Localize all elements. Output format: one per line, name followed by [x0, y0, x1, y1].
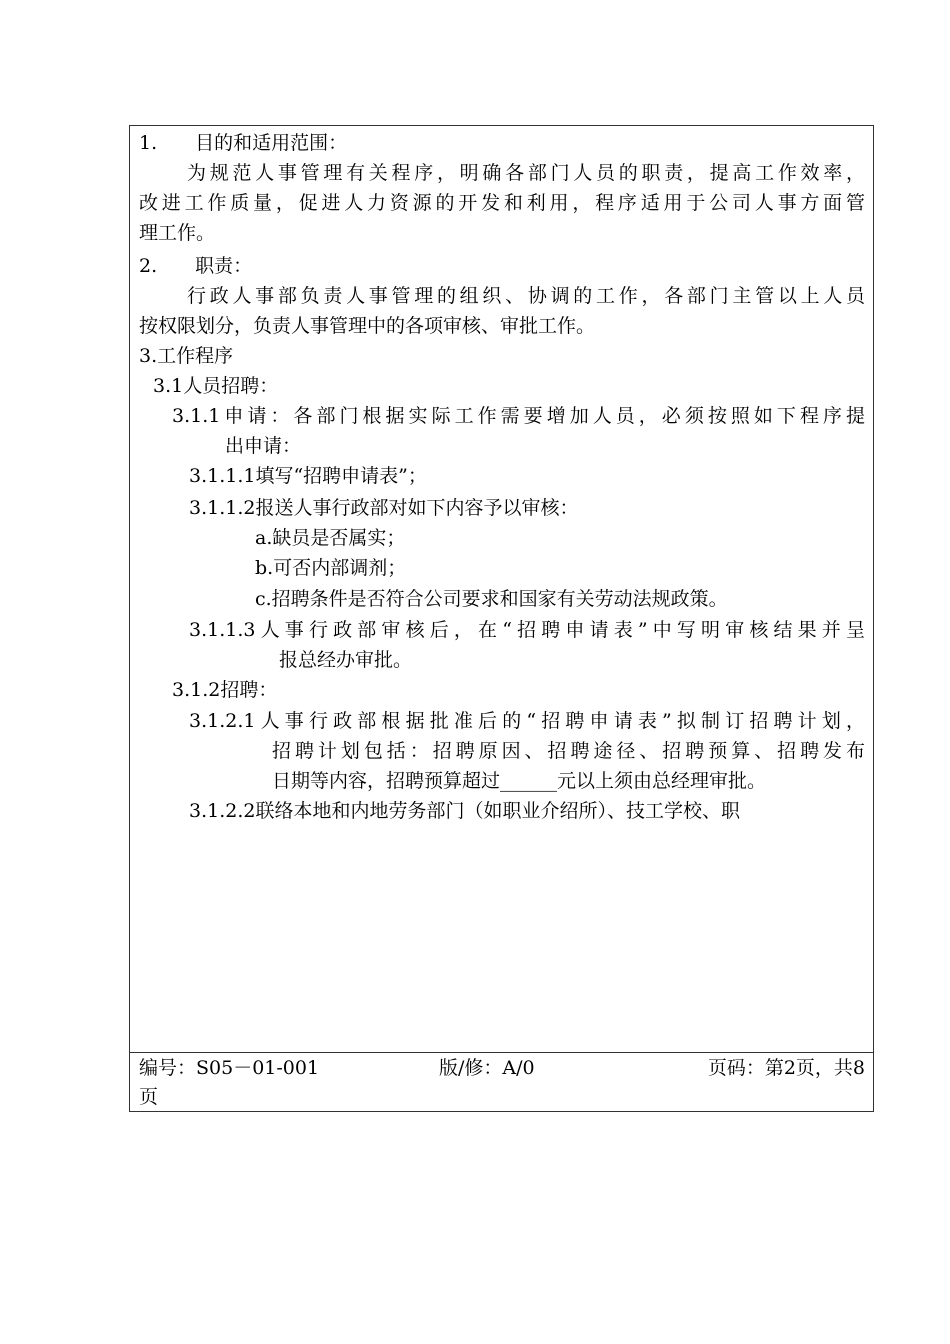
section-3-1-1-1: 3.1.1.1填写“招聘申请表”；: [189, 465, 427, 487]
section-3-1-1: 3.1.1申请：各部门根据实际工作需要增加人员，必须按照如下程序提: [172, 405, 865, 427]
paragraph-line: 招聘计划包括：招聘原因、招聘途径、招聘预算、招聘发布: [272, 740, 865, 762]
paragraph-line: 改进工作质量，促进人力资源的开发和利用，程序适用于公司人事方面管: [139, 192, 865, 214]
paragraph-line: 日期等内容，招聘预算超过______元以上须由总经理审批。: [272, 770, 767, 792]
paragraph-line: 出申请：: [225, 435, 302, 457]
footer-page-wrap: 页: [139, 1086, 159, 1108]
heading-3: 3.工作程序: [139, 345, 234, 367]
section-3-1-2-2: 3.1.2.2联络本地和内地劳务部门（如职业介绍所）、技工学校、职: [189, 800, 740, 822]
section-3-1: 3.1人员招聘：: [153, 375, 279, 397]
heading-1: 1. 目的和适用范围：: [139, 132, 348, 154]
list-item-c: c.招聘条件是否符合公司要求和国家有关劳动法规政策。: [255, 588, 728, 610]
footer-version: 版/修：A/0: [439, 1057, 535, 1079]
section-3-1-2: 3.1.2招聘：: [172, 679, 278, 701]
list-item-b: b.可否内部调剂；: [255, 557, 407, 579]
paragraph-line: 按权限划分，负责人事管理中的各项审核、审批工作。: [139, 315, 596, 337]
section-3-1-1-2: 3.1.1.2报送人事行政部对如下内容予以审核：: [189, 497, 579, 519]
list-item-a: a.缺员是否属实；: [255, 527, 406, 549]
document-frame: [129, 125, 874, 1112]
paragraph-line: 为规范人事管理有关程序，明确各部门人员的职责，提高工作效率，: [187, 162, 865, 184]
paragraph-line: 理工作。: [139, 222, 216, 244]
footer-page-number: 页码：第2页，共8: [707, 1057, 865, 1079]
paragraph-line: 报总经办审批。: [279, 649, 413, 671]
section-3-1-2-1: 3.1.2.1人事行政部根据批准后的“招聘申请表”拟制订招聘计划，: [189, 710, 865, 732]
footer-code: 编号：S05－01-001: [139, 1057, 320, 1079]
section-3-1-1-3: 3.1.1.3人事行政部审核后，在“招聘申请表”中写明审核结果并呈: [189, 619, 865, 641]
heading-2: 2. 职责：: [139, 255, 253, 277]
paragraph-line: 行政人事部负责人事管理的组织、协调的工作，各部门主管以上人员: [187, 285, 865, 307]
